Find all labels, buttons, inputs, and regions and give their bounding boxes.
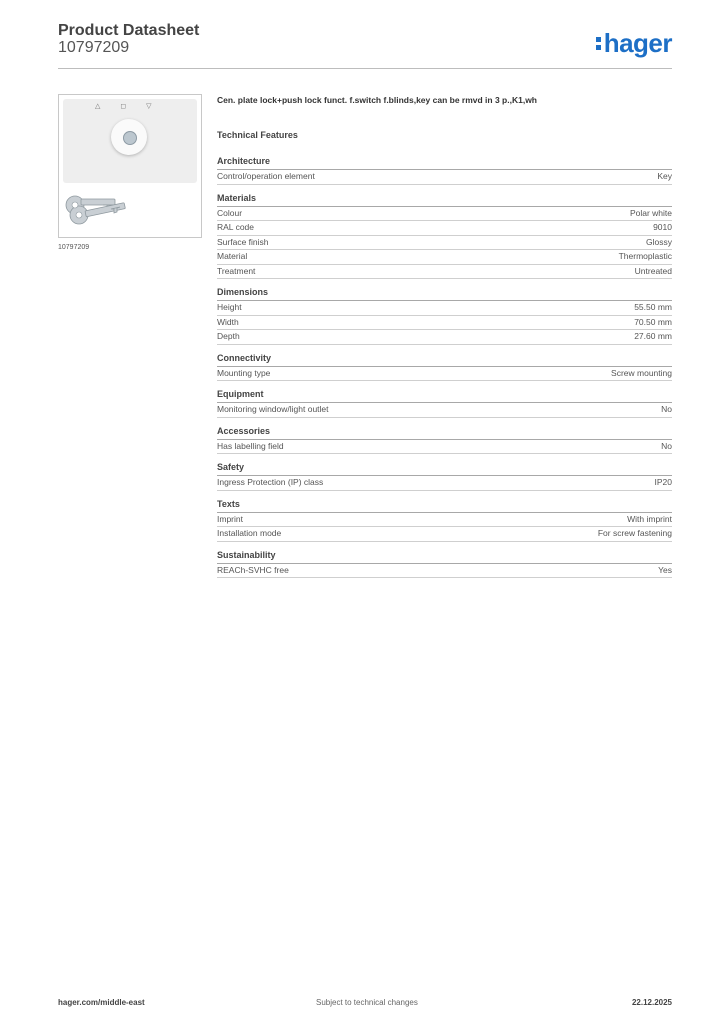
spec-row: [217, 170, 672, 185]
spec-label: REACh-SVHC free: [217, 564, 289, 575]
spec-label: Installation mode: [217, 528, 282, 538]
spec-row: [217, 513, 672, 528]
spec-value: Polar white: [629, 207, 672, 218]
technical-features-heading: Technical Features: [217, 130, 298, 140]
footer-website-link[interactable]: hager.com/middle-east: [58, 998, 145, 1007]
spec-row: [217, 250, 672, 265]
spec-value: Screw mounting: [611, 367, 672, 378]
spec-value: 70.50 mm: [634, 316, 672, 327]
spec-label: Ingress Protection (IP) class: [217, 477, 324, 487]
spec-value: Thermoplastic: [618, 251, 672, 261]
spec-label: Width: [217, 316, 239, 327]
spec-table: [217, 156, 672, 586]
section-title: Dimensions: [217, 287, 672, 301]
spec-row: [217, 367, 672, 382]
section-title: Safety: [217, 462, 672, 476]
page-title: Product Datasheet: [58, 22, 200, 39]
spec-label: Height: [217, 302, 242, 312]
spec-row: [217, 236, 672, 251]
spec-label: Treatment: [217, 265, 256, 276]
spec-row: [217, 564, 672, 579]
section-title: Equipment: [217, 389, 672, 403]
product-number: 10797209: [58, 39, 130, 56]
spec-row: [217, 527, 672, 542]
footer-date: 22.12.2025: [631, 998, 672, 1007]
spec-value: For screw fastening: [597, 528, 672, 538]
keyhole-icon: [123, 131, 137, 145]
spec-row: [217, 476, 672, 491]
section-title: Architecture: [217, 156, 672, 170]
spec-row: [217, 221, 672, 236]
spec-value: No: [661, 404, 672, 414]
product-image: [58, 94, 202, 238]
spec-label: Mounting type: [217, 367, 271, 378]
image-caption: 10797209: [58, 244, 90, 251]
spec-label: Colour: [217, 207, 243, 218]
logo-text: hager: [603, 28, 672, 58]
section-title: Materials: [217, 193, 672, 207]
plate-symbols: △ ◻ ▽: [95, 103, 161, 110]
section-safety: [217, 462, 672, 491]
lock-knob: [111, 119, 147, 155]
section-title: Sustainability: [217, 550, 672, 564]
section-materials: [217, 193, 672, 280]
spec-label: Monitoring window/light outlet: [217, 404, 329, 414]
spec-row: [217, 301, 672, 316]
spec-label: Control/operation element: [217, 171, 315, 181]
spec-value: 9010: [653, 222, 672, 232]
cover-plate-image: [63, 99, 197, 183]
section-title: Connectivity: [217, 353, 672, 367]
spec-label: Material: [217, 251, 248, 261]
section-sustainability: [217, 550, 672, 579]
keys-icon: [63, 185, 133, 231]
spec-value: With imprint: [627, 513, 672, 524]
spec-row: [217, 316, 672, 331]
spec-row: [217, 265, 672, 280]
section-title: Accessories: [217, 426, 672, 440]
section-architecture: [217, 156, 672, 185]
spec-label: Imprint: [217, 513, 243, 524]
spec-value: 27.60 mm: [634, 331, 672, 341]
section-accessories: [217, 426, 672, 455]
spec-value: Key: [657, 171, 672, 181]
spec-value: No: [661, 440, 672, 451]
section-title: Texts: [217, 499, 672, 513]
logo-colon-icon: [596, 35, 602, 51]
section-dimensions: [217, 287, 672, 345]
spec-label: Surface finish: [217, 236, 269, 247]
spec-value: 55.50 mm: [634, 302, 672, 312]
spec-row: [217, 403, 672, 418]
spec-row: [217, 440, 672, 455]
spec-value: Yes: [658, 564, 672, 575]
section-equipment: [217, 389, 672, 418]
footer-notice: Subject to technical changes: [316, 998, 418, 1007]
hager-logo[interactable]: [596, 28, 672, 59]
section-connectivity: [217, 353, 672, 382]
spec-value: IP20: [654, 477, 672, 487]
spec-row: [217, 207, 672, 222]
spec-label: Has labelling field: [217, 440, 284, 451]
spec-label: RAL code: [217, 222, 255, 232]
product-description: Cen. plate lock+push lock funct. f.switch f.blinds,key can be rmvd in 3 p.,K1,wh: [217, 95, 537, 105]
spec-row: [217, 330, 672, 345]
spec-value: Untreated: [634, 265, 672, 276]
section-texts: [217, 499, 672, 542]
header-divider: [58, 68, 672, 69]
spec-value: Glossy: [646, 236, 672, 247]
spec-label: Depth: [217, 331, 240, 341]
